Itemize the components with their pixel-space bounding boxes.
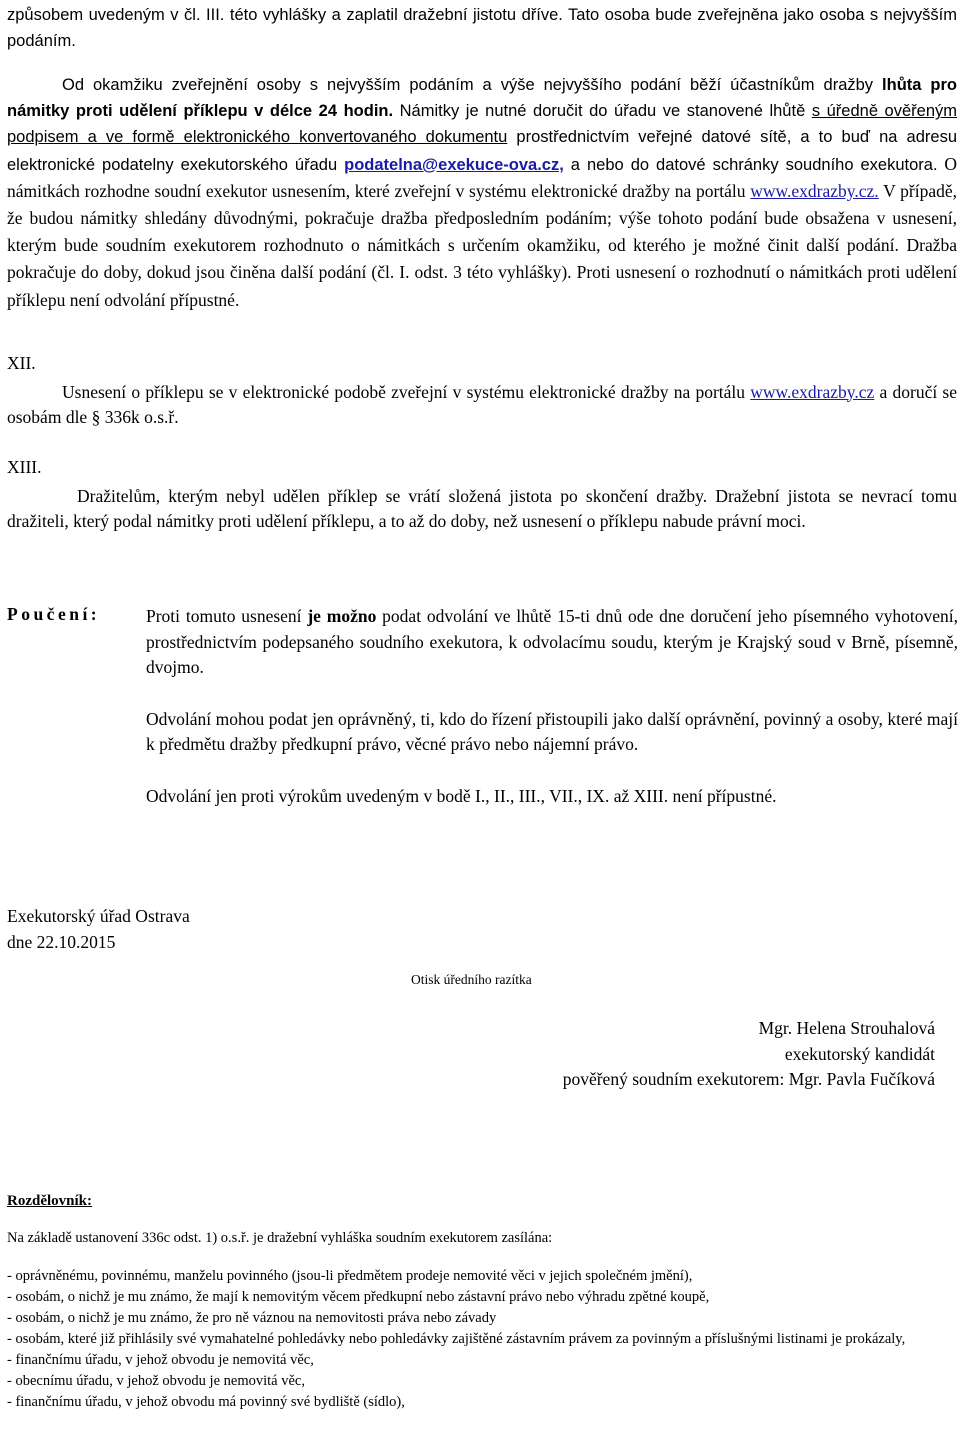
pouceni-label: Poučení: bbox=[7, 604, 101, 624]
list-item: - finančnímu úřadu, v jehož obvodu je nemovitá věc, bbox=[7, 1352, 314, 1368]
intro-paragraph bbox=[7, 2, 957, 54]
signature-block bbox=[563, 1016, 935, 1093]
objections-part1: Námitky je nutné doručit do úřadu ve stanovené lhůtě bbox=[393, 102, 812, 121]
objections-paragraph bbox=[7, 72, 957, 314]
office-block bbox=[7, 904, 190, 955]
section-xii-text: Usnesení o příklepu se v elektronické podobě zveřejní v systému elektronické dražby na portálu bbox=[62, 381, 751, 402]
office-name: Exekutorský úřad Ostrava bbox=[7, 906, 190, 926]
list-item: - obecnímu úřadu, v jehož obvodu je nemovitá věc, bbox=[7, 1373, 305, 1389]
distribution-title: Rozdělovník: bbox=[7, 1193, 93, 1209]
list-item: - oprávněnému, povinnému, manželu povinného (jsou-li předmětem prodeje nemovité věci v jejich společném jmění), bbox=[7, 1268, 693, 1284]
pouceni-p1-end: podat odvolání ve lhůtě 15-ti dnů ode dne doručení jeho písemného vyhotovení, prostřednictvím podepsaného soudního exekutora, k odvolacímu soudu, kterým je Krajský soud v Brně, písemně, dvojmo. bbox=[146, 606, 958, 677]
objections-part5: V případě, že budou námitky shledány důvodnými, pokračuje dražba předposledním podáním; výše tohoto podání bude obsažena v usnesení, kterým bude soudním exekutorem rozhodnuto o námitkách s určením okamžiku, od kterého je možné činit další podání. Dražba pokračuje do doby, dokud jsou činěna další podání (čl. I. odst. 3 této vyhlášky). Proti usnesení o rozhodnutí o námitkách proti udělení příklepu není odvolání přípustné. bbox=[7, 180, 957, 310]
list-item: - osobám, o nichž je mu známo, že pro ně váznou na nemovitosti práva nebo závady bbox=[7, 1310, 497, 1326]
intro-text: způsobem uvedeným v čl. III. této vyhlášky a zaplatil dražební jistotu dříve. Tato osoba bude zveřejněna jako osoba s nejvyšším podáním. bbox=[7, 6, 957, 50]
pouceni-block bbox=[146, 604, 958, 809]
list-item: - finančnímu úřadu, v jehož obvodu má povinný své bydliště (sídlo), bbox=[7, 1394, 405, 1410]
pouceni-p1-start: Proti tomuto usnesení bbox=[146, 606, 308, 626]
list-item: - osobám, které již přihlásily své vymahatelné pohledávky nebo pohledávky zajištěné zástavním právem za povinným a příslušnými listinami je prokázaly, bbox=[7, 1331, 906, 1347]
objections-deadline: lhůta pro námitky proti udělení příklepu v délce 24 hodin. bbox=[7, 76, 958, 121]
distribution-block bbox=[7, 1193, 957, 1413]
document-date: dne 22.10.2015 bbox=[7, 931, 116, 952]
section-xiii-text: Dražitelům, kterým nebyl udělen příklep se vrátí složená jistota po skončení dražby. Dražební jistota se nevrací tomu dražiteli, který podal námitky proti udělení příklepu, a to až do doby, než usnesení o příklepu nabude právní moci. bbox=[7, 485, 957, 531]
list-item: - osobám, o nichž je mu známo, že mají k nemovitým věcem předkupní nebo zástavní právo nebo výhradu zpětné koupě, bbox=[7, 1289, 710, 1305]
signer-name: Mgr. Helena Strouhalová bbox=[758, 1018, 935, 1038]
objections-part3: a nebo do datové schránky soudního exekutora. bbox=[563, 155, 938, 174]
stamp-placeholder: Otisk úředního razítka bbox=[411, 972, 532, 987]
pouceni-p1-emphasis: je možno bbox=[307, 606, 377, 626]
objections-lead: Od okamžiku zveřejnění osoby s nejvyšším podáním a výše nejvyššího podání běží účastníkům dražby bbox=[62, 76, 883, 94]
distribution-intro: Na základě ustanovení 336c odst. 1) o.s.ř. je dražební vyhláška soudním exekutorem zasílána: bbox=[7, 1230, 553, 1246]
signer-role: exekutorský kandidát bbox=[784, 1043, 935, 1064]
section-xiii bbox=[7, 455, 957, 535]
section-xiii-heading: XIII. bbox=[7, 457, 42, 477]
section-xii bbox=[7, 351, 957, 431]
portal-link[interactable]: www.exdrazby.cz. bbox=[750, 180, 879, 201]
objections-part2: prostřednictvím veřejné datové sítě, a to buď na adresu elektronické podatelny exekutorského úřadu bbox=[7, 128, 958, 174]
email-link[interactable]: podatelna@exekuce-ova.cz, bbox=[344, 155, 564, 174]
signer-mandate: pověřený soudním exekutorem: Mgr. Pavla Fučíková bbox=[562, 1069, 935, 1089]
pouceni-p3: Odvolání jen proti výrokům uvedeným v bodě I., II., III., VII., IX. až XIII. není přípustné. bbox=[146, 785, 777, 806]
objections-signature-requirement: s úředně ověřeným podpisem a ve formě elektronického konvertovaného dokumentu bbox=[7, 102, 958, 147]
section-xii-heading: XII. bbox=[7, 353, 36, 373]
distribution-list bbox=[7, 1266, 957, 1413]
section-xii-text-end: a doručí se osobám dle § 336k o.s.ř. bbox=[7, 381, 957, 427]
exdrazby-link[interactable]: www.exdrazby.cz bbox=[750, 381, 875, 402]
pouceni-p2: Odvolání mohou podat jen oprávněný, ti, kdo do řízení přistoupili jako další oprávnění, povinný a osoby, které mají k předmětu dražby předkupní právo, věcné právo nebo nájemní právo. bbox=[146, 708, 958, 754]
objections-part4: O námitkách rozhodne soudní exekutor usnesením, které zveřejní v systému elektronické dražby na portálu bbox=[7, 153, 957, 201]
